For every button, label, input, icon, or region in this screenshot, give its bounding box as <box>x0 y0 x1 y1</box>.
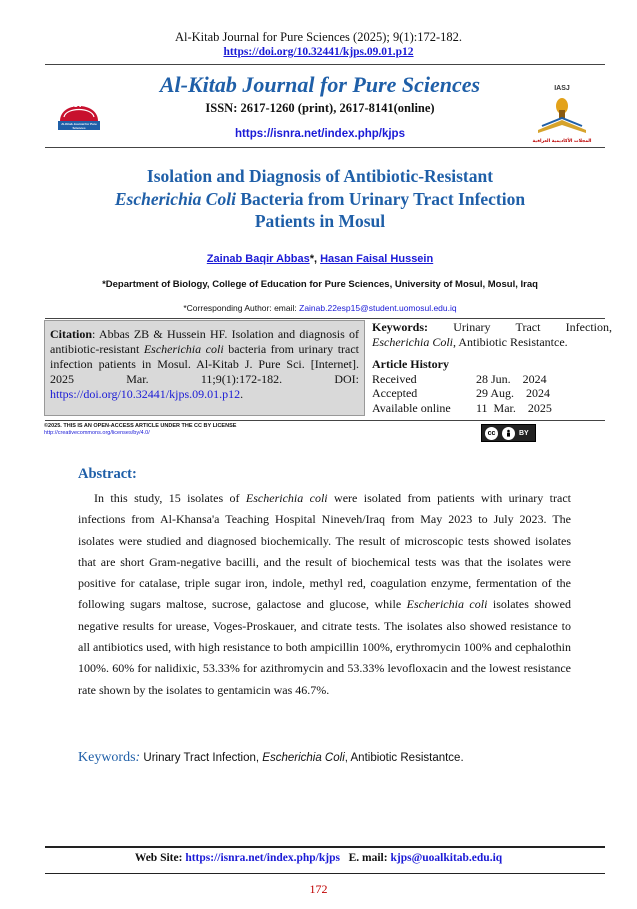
keywords-label: Keywords <box>78 750 136 765</box>
footer <box>40 852 597 864</box>
journal-url-link[interactable]: https://isnra.net/index.php/kjps <box>235 128 405 140</box>
citation-box <box>44 320 365 416</box>
license-line: ©2025. THIS IS AN OPEN-ACCESS ARTICLE UNDER THE CC BY LICENSE <box>44 423 237 429</box>
corresponding-label: *Corresponding Author: email: <box>183 303 300 313</box>
history-title: Article History <box>372 357 449 371</box>
history-label: Accepted <box>372 386 418 400</box>
corresponding-author <box>60 303 580 313</box>
license-link[interactable]: http://creativecommons.org/licenses/by/4.0/ <box>44 430 150 436</box>
keywords-text-2: , Antibiotic Resistantce. <box>344 752 464 764</box>
keywords-box-line1 <box>372 320 612 335</box>
journal-issn: ISSN: 2617-1260 (print), 2617-8141(online) <box>205 101 435 115</box>
kjps-logo <box>54 87 104 138</box>
journal-rule <box>45 147 605 148</box>
paper-title-species: Escherichia Coli <box>114 188 236 209</box>
history-row-accepted <box>372 386 612 401</box>
paper-title-line3: Patients in Mosul <box>254 211 386 231</box>
abstract-species-2: Escherichia coli <box>406 597 488 612</box>
corresponding-email-link[interactable]: Zainab.22esp15@student.uomosul.edu.iq <box>299 303 457 313</box>
paper-title <box>60 165 580 233</box>
history-label: Available online <box>372 400 451 415</box>
keywords-text-1: Urinary Tract Infection, <box>140 752 263 764</box>
info-rule <box>45 318 605 319</box>
citation-doi-link[interactable]: https://doi.org/10.32441/kjps.09.01.p12 <box>50 387 241 401</box>
history-value: 29 Aug. 2024 <box>476 386 551 400</box>
author-2[interactable]: Hasan Faisal Hussein <box>320 253 434 265</box>
abstract-part-1: In this study, 15 isolates of <box>94 491 246 505</box>
keywords-line <box>78 750 464 766</box>
abstract-part-3: isolates showed negative results for urease, Voges-Proskauer, and citrate tests. The isolates also showed resistance to all antibiotics used, with high resistance to both ampicillin 100%, erythromycin 100% and cephalothin 100%. 60% for nalidixic, 53.33% for azithromycin and 53.33% levofloxacin and the lowest resistance rate shown by the isolates to gentamicin was 46.7%. <box>78 597 572 697</box>
keywords-box-species: Escherichia Coli <box>372 334 453 349</box>
keywords-box-line2 <box>372 335 612 350</box>
citation-species: Escherichia coli <box>143 342 224 356</box>
history-value: 28 Jun. 2024 <box>476 371 547 386</box>
footer-web-label: Web Site: <box>134 852 186 864</box>
license-note <box>44 423 236 437</box>
citation-text-1: : Abbas ZB & Hussein HF. Isolation and diagnosis of antibiotic-resistant <box>50 327 359 356</box>
paper-title-line2-rest: Bacteria from Urinary Tract Infection <box>235 188 526 209</box>
author-list <box>60 253 580 265</box>
page-number: 172 <box>309 882 328 896</box>
footer-email-label: E. mail: <box>339 852 391 864</box>
doi-link[interactable]: https://doi.org/10.32441/kjps.09.01.p12 <box>223 46 414 58</box>
paper-title-line1: Isolation and Diagnosis of Antibiotic-Resistant <box>146 166 494 186</box>
keywords-history-box <box>372 320 612 415</box>
header-rule <box>45 64 605 65</box>
footer-rule-bottom <box>45 873 605 874</box>
abstract-species-1: Escherichia coli <box>245 491 328 505</box>
keywords-box-rest: , Antibiotic Resistantce. <box>453 334 568 349</box>
citation-text-2: bacteria from urinary tract infection patients in Mosul. Al-Kitab J. Pure Sci. [Internet]. 2025 Mar. 11;9(1):172-182. DOI: <box>50 342 360 386</box>
cc-icon: cc <box>485 427 498 440</box>
cc-by-badge[interactable] <box>481 424 536 442</box>
keywords-colon: : <box>135 750 141 765</box>
keywords-box-label: Keywords: <box>372 320 428 334</box>
citation-end: . <box>240 387 244 401</box>
abstract-part-2: were isolated from patients with urinary tract infections from Al-Khansa'a Teaching Hospital Nineveh/Iraq from May 2023 to July 2023. The isolates were studied and diagnosed biochemically. The result of microscopic tests showed isolates that are short Gram-negative bacilli, and the result of biochemical tests was that the isolates were positive for catalase, triple sugar iron, indole, methyl red, coagulation enzyme, fermentation of the following sugars maltose, sucrose, galactose and glucose, while <box>78 491 571 612</box>
by-person-icon <box>502 427 515 440</box>
footer-rule <box>45 846 605 848</box>
author-1-mark: * <box>309 253 314 265</box>
kjps-logo-text: KJPS <box>65 99 93 110</box>
history-label: Received <box>372 371 417 386</box>
journal-citation-line: Al-Kitab Journal for Pure Sciences (2025); 9(1):172-182. <box>174 30 463 44</box>
iasj-logo <box>532 85 592 144</box>
author-separator: , <box>313 253 321 265</box>
keywords-species: Escherichia Coli <box>262 752 345 764</box>
footer-email-link[interactable]: kjps@uoalkitab.edu.iq <box>390 852 503 864</box>
iasj-logo-text: IASJ <box>554 85 570 92</box>
journal-url-container <box>150 128 490 140</box>
history-row-online <box>372 401 612 416</box>
book-lamp-icon <box>532 92 592 134</box>
journal-title: Al-Kitab Journal for Pure Sciences <box>159 72 481 97</box>
iasj-logo-subtext: المجلات الأكاديمية العراقية <box>532 139 592 144</box>
history-value: 11 Mar. 2025 <box>476 400 552 415</box>
kjps-logo-subtext: Al-Kitab Journal for Pure Sciences <box>61 122 97 130</box>
affiliation: *Department of Biology, College of Education for Pure Sciences, University of Mosul, Mosul, Iraq <box>102 279 538 290</box>
running-header <box>0 30 637 58</box>
abstract-heading: Abstract: <box>78 466 137 482</box>
keywords-box-text1: Urinary Tract Infection, <box>428 320 612 334</box>
cc-by-label: BY <box>519 429 529 437</box>
license-rule <box>45 420 605 421</box>
author-1[interactable]: Zainab Baqir Abbas <box>206 253 310 265</box>
footer-web-link[interactable]: https://isnra.net/index.php/kjps <box>185 852 340 864</box>
abstract-text <box>78 488 571 701</box>
paper-title-line2 <box>60 188 580 211</box>
history-row-received <box>372 372 612 387</box>
citation-label: Citation <box>50 327 92 341</box>
